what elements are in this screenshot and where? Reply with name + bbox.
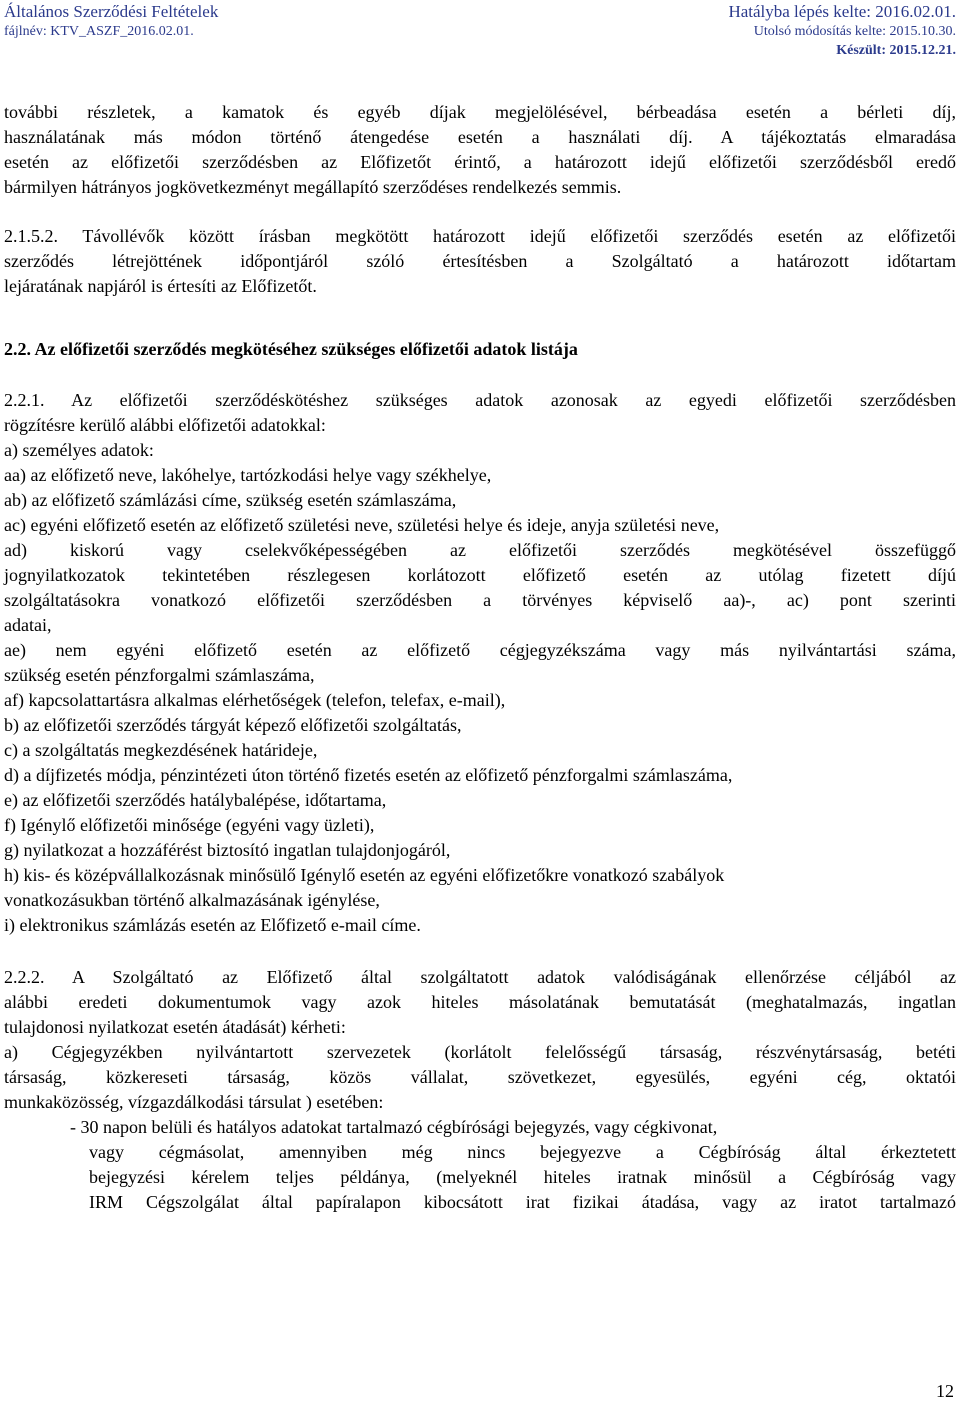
- text-line: szerződés létrejöttének időpontjáról szóló értesítésben a Szolgáltató a határozott időtartam: [4, 251, 956, 271]
- text-line: bejegyzési kérelem teljes példánya, (melyeknél hiteles iratnak minősül a Cégbíróság vagy: [89, 1167, 956, 1187]
- list-item: af) kapcsolattartásra alkalmas elérhetőségek (telefon, telefax, e-mail),: [4, 690, 506, 710]
- text-line: rögzítésre kerülő alábbi előfizetői adatokkal:: [4, 415, 326, 435]
- paragraph-2-2-2: [4, 965, 956, 1115]
- text-line: IRM Cégszolgálat által papíralapon kibocsátott irat fizikai átadása, vagy az iratot tartalmazó: [89, 1192, 956, 1212]
- text-line: tulajdonosi nyilatkozat esetén átadását) kérheti:: [4, 1017, 346, 1037]
- list-item: a) személyes adatok:: [4, 440, 154, 460]
- file-name: fájlnév: KTV_ASZF_2016.02.01.: [4, 24, 194, 39]
- list-item: b) az előfizetői szerződés tárgyát képező előfizetői szolgáltatás,: [4, 715, 462, 735]
- text-line: - 30 napon belüli és hatályos adatokat tartalmazó cégbírósági bejegyzés, vagy cégkivonat,: [70, 1117, 718, 1137]
- document-title: Általános Szerződési Feltételek: [4, 2, 219, 21]
- list-item: c) a szolgáltatás megkezdésének határideje,: [4, 740, 318, 760]
- dash-list-item: [70, 1115, 956, 1215]
- text-line: szolgáltatásokra vonatkozó előfizetői szerződésben a törvényes képviselő aa)-, ac) pont szerinti: [4, 590, 956, 610]
- text-line: használatának más módon történő átengedése esetén a használati díj. A tájékoztatás elmaradása: [4, 127, 956, 147]
- section-heading: 2.2. Az előfizetői szerződés megkötéséhez szükséges előfizetői adatok listája: [4, 339, 578, 359]
- page-header-right: [728, 2, 956, 60]
- effective-date: Hatályba lépés kelte: 2016.02.01.: [728, 2, 956, 21]
- list-item: g) nyilatkozat a hozzáférést biztosító ingatlan tulajdonjogáról,: [4, 840, 451, 860]
- text-line: lejáratának napjáról is értesíti az Előfizetőt.: [4, 276, 317, 296]
- text-line: alábbi eredeti dokumentumok vagy azok hiteles másolatának bemutatását (meghatalmazás, ingatlan: [4, 992, 956, 1012]
- text-line: társaság, közkereseti társaság, közös vállalat, szövetkezet, egyesülés, egyéni cég, oktatói: [4, 1067, 956, 1087]
- list-item: f) Igénylő előfizetői minősége (egyéni vagy üzleti),: [4, 815, 375, 835]
- text-line: esetén az előfizetői szerződésben az Előfizetőt érintő, a határozott idejű előfizetői szerződésből eredő: [4, 152, 956, 172]
- paragraph-continuation: [4, 100, 956, 200]
- list-item: ab) az előfizető számlázási címe, szükség esetén számlaszáma,: [4, 490, 457, 510]
- text-line: 2.1.5.2. Távollévők között írásban megkötött határozott idejű előfizetői szerződés esetén az előfizetői: [4, 226, 956, 246]
- list-item: d) a díjfizetés módja, pénzintézeti úton történő fizetés esetén az előfizető pénzforgalmi számlaszáma,: [4, 765, 733, 785]
- page-number: 12: [936, 1381, 954, 1401]
- text-line: szükség esetén pénzforgalmi számlaszáma,: [4, 665, 315, 685]
- list-item: ad) kiskorú vagy cselekvőképességében az előfizetői szerződés megkötésével összefüggő: [4, 540, 956, 560]
- text-line: további részletek, a kamatok és egyéb díjak megjelölésével, bérbeadása esetén a bérleti díj,: [4, 102, 956, 122]
- text-line: 2.2.1. Az előfizetői szerződéskötéshez szükséges adatok azonosak az egyedi előfizetői szerződésben: [4, 390, 956, 410]
- text-line: adatai,: [4, 615, 52, 635]
- text-line: munkaközösség, vízgazdálkodási társulat ) esetében:: [4, 1092, 384, 1112]
- created-date: Készült: 2015.12.21.: [836, 43, 956, 58]
- list-item: i) elektronikus számlázás esetén az Előfizető e-mail címe.: [4, 915, 421, 935]
- list-item: a) Cégjegyzékben nyilvántartott szervezetek (korlátolt felelősségű társaság, részvénytársaság, betéti: [4, 1042, 956, 1062]
- page-header-left: [4, 2, 218, 42]
- list-item: e) az előfizetői szerződés hatálybalépése, időtartama,: [4, 790, 387, 810]
- list-item: ae) nem egyéni előfizető esetén az előfizető cégjegyzékszáma vagy más nyilvántartási száma,: [4, 640, 956, 660]
- list-item: ac) egyéni előfizető esetén az előfizető születési neve, születési helye és ideje, anyja születési neve,: [4, 515, 720, 535]
- text-line: vagy cégmásolat, amennyiben még nincs bejegyezve a Cégbíróság által érkeztetett: [89, 1142, 956, 1162]
- paragraph-2-1-5-2: [4, 224, 956, 299]
- text-line: vonatkozásukban történő alkalmazásának igénylése,: [4, 890, 380, 910]
- text-line: bármilyen hátrányos jogkövetkezményt megállapító szerződéses rendelkezés semmis.: [4, 177, 622, 197]
- modified-date: Utolsó módosítás kelte: 2015.10.30.: [753, 24, 956, 39]
- list-item: h) kis- és középvállalkozásnak minősülő Igénylő esetén az egyéni előfizetőkre vonatkozó szabályok: [4, 865, 725, 885]
- paragraph-2-2-1: [4, 388, 956, 938]
- list-item: aa) az előfizető neve, lakóhelye, tartózkodási helye vagy székhelye,: [4, 465, 492, 485]
- text-line: 2.2.2. A Szolgáltató az Előfizető által szolgáltatott adatok valódiságának ellenőrzése céljából az: [4, 967, 956, 987]
- document-body: [4, 100, 956, 1215]
- text-line: jognyilatkozatok tekintetében részlegesen korlátozott előfizető esetén az utólag fizetett díjú: [4, 565, 956, 585]
